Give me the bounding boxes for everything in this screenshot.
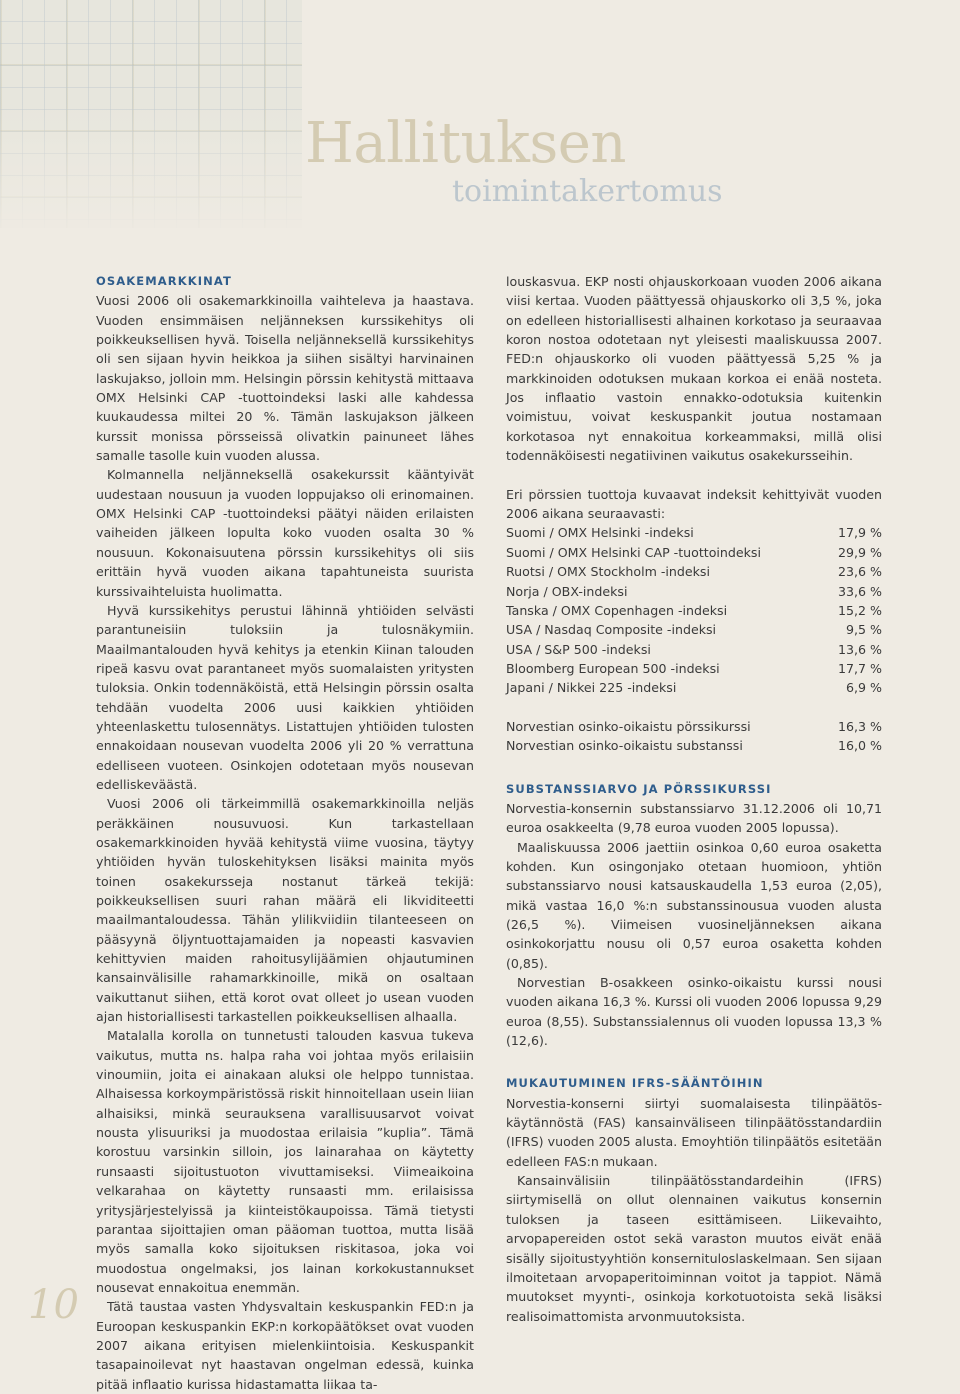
index-value: 6,9 % [846, 680, 882, 696]
paragraph: Norvestia-konsernin substanssiarvo 31.12.2006 oli 10,71 euroa osakkeelta (9,78 euroa vuoden 2005 lopussa). [506, 800, 882, 836]
index-value: 16,3 % [837, 718, 882, 734]
indices-table [506, 523, 882, 697]
section-heading-ifrs: MUKAUTUMINEN IFRS-SÄÄNTÖIHIN [506, 1076, 764, 1091]
index-name: USA / S&P 500 -indeksi [506, 641, 651, 657]
right-column [506, 272, 882, 1326]
index-name: USA / Nasdaq Composite -indeksi [506, 622, 717, 638]
index-name: Norja / OBX-indeksi [506, 583, 628, 599]
index-name: Norvestian osinko-oikaistu pörssikurssi [506, 718, 751, 734]
paragraph: Vuosi 2006 oli osakemarkkinoilla vaihteleva ja haastava. Vuoden ensimmäisen neljänneksen kurssikehitys oli poikkeuksellisen hyvä. Toisella neljänneksellä kurssikehitys oli sen sijaan hyvin heikkoa ja siihen sisältyi harvinainen laskujakso, jolloin mm. Helsingin pörssin kehitystä mittaava OMX Helsinki CAP -tuottoindeksi laski alle kahdessa kuukaudessa miltei 20 %. Tämän laskujakson jälkeen kurssit monissa pörsseissä olivatkin painuneet lähes samalle tasolle kuin vuoden alussa. [96, 293, 474, 464]
paragraph: Tätä taustaa vasten Yhdysvaltain keskuspankin FED:n ja Euroopan keskuspankin EKP:n korkopäätökset ovat vuoden 2007 aikana erityisen mielenkiintoisia. Keskuspankit tasapainoilevat nyt haastavan ongelman edessä, kuinka pitää inflaatio kurissa hidastamatta liikaa ta- [96, 1299, 474, 1392]
table-row [506, 562, 882, 581]
table-row [506, 659, 882, 678]
table-row [506, 582, 882, 601]
section-heading-osakemarkkinat: OSAKEMARKKINAT [96, 274, 232, 288]
index-name: Norvestian osinko-oikaistu substanssi [506, 738, 743, 754]
index-name: Ruotsi / OMX Stockholm -indeksi [506, 564, 710, 580]
table-row [506, 601, 882, 620]
paragraph: louskasvua. EKP nosti ohjauskorkoaan vuoden 2006 aikana viisi kertaa. Vuoden päättyessä ohjauskorko oli 3,5 %, joka on edelleen historiallisesti alhainen korkotaso ja seuraavaa koron nostoa odotetaan nyt yleisesti maaliskuussa 2007. FED:n ohjauskorko oli vuoden päättyessä 5,25 % ja markkinoiden odotuksen mukaan korkoa ei enää nosteta. Jos inflaatio vastoin ennakko-odotuksia kuitenkin voimistuu, voivat keskuspankit joutua nostamaan korkotasoa nyt ennakoitua korkeammaksi, millä olisi todennäköisesti negatiivinen vaikutus osakekursseihin. [506, 274, 882, 464]
index-name: Suomi / OMX Helsinki -indeksi [506, 525, 694, 541]
paragraph: Hyvä kurssikehitys perustui lähinnä yhtiöiden selvästi parantuneisiin tuloksiin ja tulosnäkymiin. Maailmantalouden hyvä kehitys ja etenkin Kiinan talouden ripeä kasvu ovat parantaneet myös suomalaisten yritysten tuloksia. Onkin todennäköistä, että Helsingin pörssin osalta tehdään vuodelta 2006 uusi kaikkien yhtiöiden yhteenlaskettu tulosennätys. Listattujen yhtiöiden tulosten ennakoidaan nousevan vuodelta 2006 yli 20 % verrattuna edelliseen vuoteen. Osinkojen odotetaan myös nousevan edelliskeväästä. [96, 602, 474, 792]
table-row [506, 620, 882, 639]
table-row [506, 678, 882, 697]
paragraph: Maaliskuussa 2006 jaettiin osinkoa 0,60 euroa osaketta kohden. Kun osingonjako otetaan huomioon, yhtiön substanssiarvo nousi katsauskaudella 1,53 euroa (2,05), mikä vastaa 16,0 %:n substanssinousua vuoden alusta (26,5 %). Viimeisen vuosineljänneksen aikana osinkokorjattu nousu oli 0,57 euroa osaketta kohden (0,85). [506, 839, 882, 971]
section-heading-substanssiarvo: SUBSTANSSIARVO JA PÖRSSIKURSSI [506, 781, 772, 796]
index-value: 17,9 % [837, 525, 882, 541]
table-row [506, 640, 882, 659]
page-number: 10 [28, 1282, 79, 1328]
paragraph: Norvestian B-osakkeen osinko-oikaistu kurssi nousi vuoden aikana 16,3 %. Kurssi oli vuoden 2006 lopussa 9,29 euroa (8,55). Substanssialennus oli vuoden lopussa 13,3 % (12,6). [506, 975, 882, 1049]
index-value: 23,6 % [837, 564, 882, 580]
decorative-grid-fade [0, 0, 302, 228]
index-name: Suomi / OMX Helsinki CAP -tuottoindeksi [506, 544, 761, 560]
index-value: 17,7 % [837, 660, 882, 676]
norvestia-table [506, 717, 882, 756]
paragraph: Kansainvälisiin tilinpäätösstandardeihin (IFRS) siirtymisellä on ollut olennainen vaikutus konsernin tuloksen ja taseen esittämiseen. Liikevaihto, arvopapereiden ostot sekä varaston muutos eivät enää sisälly sijoitustyyhtiön konsernituloslaskelmaan. Sen sijaan ilmoitetaan arvopaperitoiminnan voitot ja tappiot. Nämä muutokset myynti-, osinkoja korkotuotoista sekä lisäksi realisoimattomista arvonmuutoksista. [506, 1173, 882, 1324]
index-value: 9,5 % [846, 622, 882, 638]
table-row [506, 523, 882, 542]
index-value: 29,9 % [837, 544, 882, 560]
index-name: Tanska / OMX Copenhagen -indeksi [506, 602, 728, 618]
table-row [506, 543, 882, 562]
index-name: Bloomberg European 500 -indeksi [506, 660, 720, 676]
index-value: 33,6 % [837, 583, 882, 599]
index-value: 13,6 % [837, 641, 882, 657]
paragraph: Kolmannella neljänneksellä osakekurssit kääntyivät uudestaan nousuun ja vuoden loppujakso oli erinomainen. OMX Helsinki CAP -tuottoindeksi päätyi näiden erilaisten vaiheiden jälkeen lopulta koko vuoden osalta 30 % nousuun. Kokonaisuutena pörssin kurssikehitys oli siis erittäin hyvä vuoden aikana tapahtuneista suurista kurssivaihteluista huolimatta. [96, 467, 474, 599]
table-row [506, 736, 882, 755]
paragraph: Norvestia-konserni siirtyi suomalaisesta tilinpäätös-käytännöstä (FAS) kansainväliseen tilinpäätösstandardiin (IFRS) vuoden 2005 alusta. Emoyhtiön tilinpäätös esitetään edelleen FAS:n mukaan. [506, 1095, 882, 1169]
paragraph: Vuosi 2006 oli tärkeimmillä osakemarkkinoilla neljäs peräkkäinen nousuvuosi. Kun tarkastellaan osakemarkkinoiden hyvää kehitystä viime vuosina, täytyy yhtiöiden hyvän tuloskehityksen lisäksi mainita myös toinen osakekursseja nostanut tärkeä tekijä: poikkeuksellisen suuri rahan määrä eli likviditeetti maailmantaloudessa. Tähän ylilikviidiin tilanteeseen on pääsyynä öljyntuottajamaiden ja nopeasti kasvavien kehittyvien maiden rahoitusylijäämien ohjautuminen kansainvälisille rahamarkkinoille, mikä on osaltaan vaikuttanut siihen, että korot ovat olleet jo usean vuoden ajan historiallisesti tarkastellen poikkeuksellisen alhaalla. [96, 796, 474, 1025]
page-subtitle: toimintakertomus [452, 174, 723, 209]
table-row [506, 717, 882, 736]
indices-intro: Eri pörssien tuottoja kuvaavat indeksit kehittyivät vuoden 2006 aikana seuraavasti: [506, 486, 882, 522]
paragraph: Matalalla korolla on tunnetusti talouden kasvua tukeva vaikutus, mutta ns. halpa raha voi johtaa myös erilaisiin vinoumiin, joita ei ainakaan aluksi ole helppo tunnistaa. Alhaisessa korkoympäristössä riskit hinnoitellaan usein liian alhaisiksi, minkä seurauksena varallisuusarvot voivat nousta ylisuuriksi ja muodostaa erilaisia ”kuplia”. Tämä korostuu varsinkin silloin, jos lainarahaa on käytetty runsaasti sijoitustuoton vivuttamiseksi. Viimeaikoina velkarahaa on käytetty runsaasti mm. erilaisissa yritysjärjestelyissä ja kiinteistökaupoissa. Tämä tietysti parantaa sijoittajien oman pääoman tuottoa, mutta lisää myös samalla koko sijoituksen riskitasoa, joka voi muodostua ongelmaksi, jos lainan korkokustannukset nousevat ennakoitua enemmän. [96, 1028, 474, 1295]
index-value: 15,2 % [837, 602, 882, 618]
index-name: Japani / Nikkei 225 -indeksi [506, 680, 677, 696]
page-title: Hallituksen [305, 111, 626, 176]
index-value: 16,0 % [837, 738, 882, 754]
left-column [96, 272, 474, 1394]
